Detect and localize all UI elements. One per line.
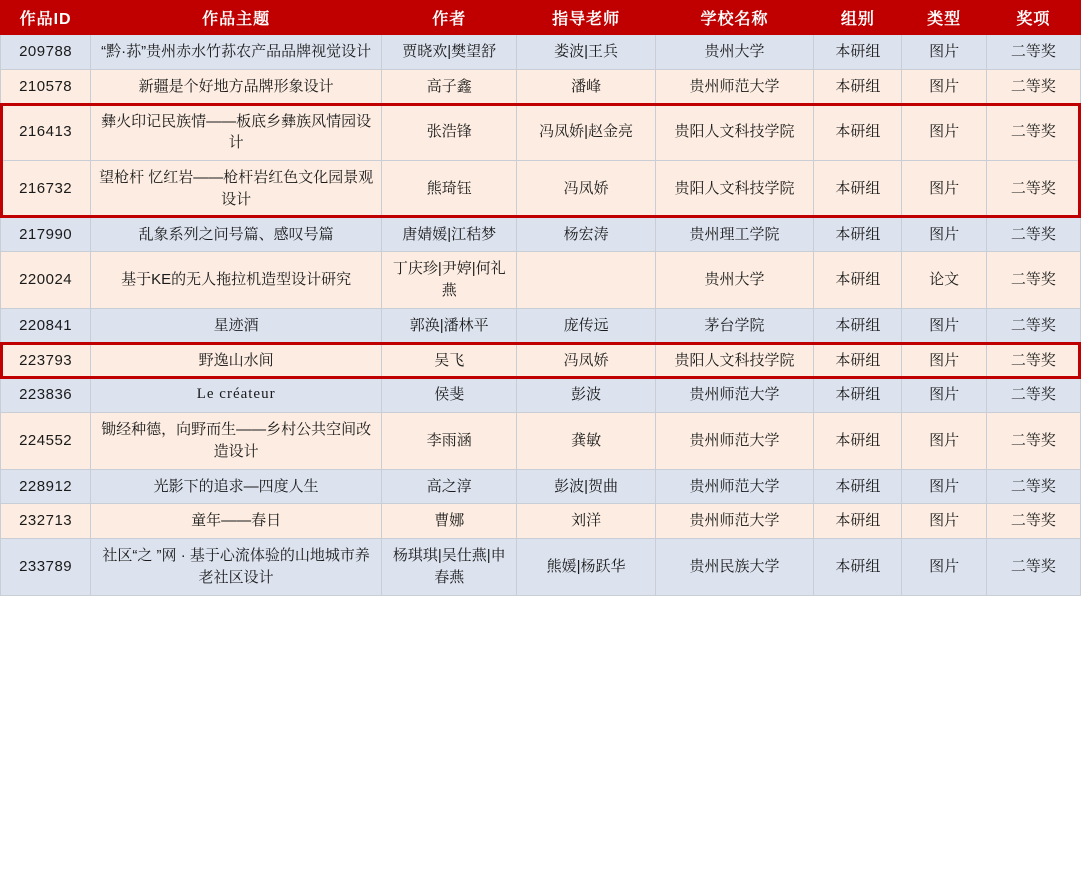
cell-school: 贵州师范大学 <box>655 378 813 413</box>
cell-title: 新疆是个好地方品牌形象设计 <box>91 69 382 104</box>
cell-school: 贵州大学 <box>655 252 813 309</box>
column-header-type: 类型 <box>902 1 986 35</box>
cell-id: 220841 <box>1 308 91 343</box>
cell-award: 二等奖 <box>986 343 1080 378</box>
cell-teacher: 庞传远 <box>517 308 655 343</box>
cell-author: 李雨涵 <box>382 413 517 470</box>
column-header-title: 作品主题 <box>91 1 382 35</box>
cell-group: 本研组 <box>814 35 902 70</box>
cell-award: 二等奖 <box>986 539 1080 596</box>
cell-type: 图片 <box>902 217 986 252</box>
cell-award: 二等奖 <box>986 252 1080 309</box>
cell-title: 锄经种德，向野而生——乡村公共空间改造设计 <box>91 413 382 470</box>
cell-teacher: 龚敏 <box>517 413 655 470</box>
cell-award: 二等奖 <box>986 469 1080 504</box>
cell-type: 论文 <box>902 252 986 309</box>
cell-title: 乱象系列之问号篇、感叹号篇 <box>91 217 382 252</box>
cell-author: 吴飞 <box>382 343 517 378</box>
cell-type: 图片 <box>902 35 986 70</box>
column-header-id: 作品ID <box>1 1 91 35</box>
cell-teacher: 潘峰 <box>517 69 655 104</box>
cell-group: 本研组 <box>814 539 902 596</box>
cell-group: 本研组 <box>814 69 902 104</box>
cell-id: 209788 <box>1 35 91 70</box>
cell-group: 本研组 <box>814 413 902 470</box>
cell-school: 贵州民族大学 <box>655 539 813 596</box>
cell-type: 图片 <box>902 343 986 378</box>
cell-group: 本研组 <box>814 161 902 218</box>
table-row <box>1 69 1081 104</box>
cell-award: 二等奖 <box>986 104 1080 161</box>
cell-id: 220024 <box>1 252 91 309</box>
cell-id: 216732 <box>1 161 91 218</box>
cell-id: 223836 <box>1 378 91 413</box>
cell-author: 曹娜 <box>382 504 517 539</box>
cell-award: 二等奖 <box>986 69 1080 104</box>
cell-type: 图片 <box>902 308 986 343</box>
cell-teacher: 冯凤娇 <box>517 161 655 218</box>
table-row <box>1 539 1081 596</box>
cell-id: 217990 <box>1 217 91 252</box>
cell-author: 侯斐 <box>382 378 517 413</box>
cell-author: 郭涣|潘林平 <box>382 308 517 343</box>
cell-title: 社区“之 ”网 · 基于心流体验的山地城市养老社区设计 <box>91 539 382 596</box>
cell-group: 本研组 <box>814 308 902 343</box>
cell-group: 本研组 <box>814 217 902 252</box>
column-header-group: 组别 <box>814 1 902 35</box>
cell-award: 二等奖 <box>986 504 1080 539</box>
cell-school: 贵阳人文科技学院 <box>655 104 813 161</box>
cell-award: 二等奖 <box>986 413 1080 470</box>
cell-title: 光影下的追求—四度人生 <box>91 469 382 504</box>
table-row <box>1 504 1081 539</box>
cell-title: 星迹酒 <box>91 308 382 343</box>
cell-group: 本研组 <box>814 504 902 539</box>
cell-school: 茅台学院 <box>655 308 813 343</box>
cell-id: 233789 <box>1 539 91 596</box>
cell-teacher <box>517 252 655 309</box>
cell-type: 图片 <box>902 161 986 218</box>
cell-award: 二等奖 <box>986 35 1080 70</box>
cell-type: 图片 <box>902 104 986 161</box>
cell-teacher: 冯凤娇|赵金亮 <box>517 104 655 161</box>
cell-school: 贵州师范大学 <box>655 504 813 539</box>
table-row <box>1 413 1081 470</box>
cell-group: 本研组 <box>814 104 902 161</box>
table-row <box>1 469 1081 504</box>
table-row <box>1 161 1081 218</box>
cell-type: 图片 <box>902 413 986 470</box>
cell-group: 本研组 <box>814 378 902 413</box>
cell-group: 本研组 <box>814 252 902 309</box>
cell-award: 二等奖 <box>986 308 1080 343</box>
column-header-teacher: 指导老师 <box>517 1 655 35</box>
cell-title: “黔·荪”贵州赤水竹荪农产品品牌视觉设计 <box>91 35 382 70</box>
column-header-school: 学校名称 <box>655 1 813 35</box>
cell-author: 唐婧媛|江秸梦 <box>382 217 517 252</box>
table-row <box>1 378 1081 413</box>
table-row <box>1 217 1081 252</box>
table-row <box>1 308 1081 343</box>
cell-title: 童年——春日 <box>91 504 382 539</box>
cell-title: 野逸山水间 <box>91 343 382 378</box>
table-body <box>1 35 1081 596</box>
cell-school: 贵阳人文科技学院 <box>655 161 813 218</box>
cell-teacher: 娄波|王兵 <box>517 35 655 70</box>
cell-school: 贵州师范大学 <box>655 469 813 504</box>
cell-type: 图片 <box>902 504 986 539</box>
cell-author: 高子鑫 <box>382 69 517 104</box>
table-row <box>1 343 1081 378</box>
cell-teacher: 冯凤娇 <box>517 343 655 378</box>
cell-school: 贵州师范大学 <box>655 69 813 104</box>
cell-type: 图片 <box>902 469 986 504</box>
cell-award: 二等奖 <box>986 378 1080 413</box>
column-header-award: 奖项 <box>986 1 1080 35</box>
cell-type: 图片 <box>902 69 986 104</box>
table-row <box>1 35 1081 70</box>
cell-author: 张浩锋 <box>382 104 517 161</box>
table-row <box>1 252 1081 309</box>
cell-award: 二等奖 <box>986 217 1080 252</box>
cell-teacher: 彭波|贺曲 <box>517 469 655 504</box>
cell-award: 二等奖 <box>986 161 1080 218</box>
cell-id: 223793 <box>1 343 91 378</box>
cell-title: 基于KE的无人拖拉机造型设计研究 <box>91 252 382 309</box>
cell-school: 贵阳人文科技学院 <box>655 343 813 378</box>
cell-author: 杨琪琪|吴仕燕|申春燕 <box>382 539 517 596</box>
cell-group: 本研组 <box>814 343 902 378</box>
cell-title: Le créateur <box>91 378 382 413</box>
cell-type: 图片 <box>902 378 986 413</box>
cell-teacher: 刘洋 <box>517 504 655 539</box>
cell-school: 贵州师范大学 <box>655 413 813 470</box>
cell-type: 图片 <box>902 539 986 596</box>
cell-id: 216413 <box>1 104 91 161</box>
cell-author: 高之淳 <box>382 469 517 504</box>
cell-id: 224552 <box>1 413 91 470</box>
cell-school: 贵州理工学院 <box>655 217 813 252</box>
cell-teacher: 杨宏涛 <box>517 217 655 252</box>
cell-teacher: 彭波 <box>517 378 655 413</box>
cell-teacher: 熊媛|杨跃华 <box>517 539 655 596</box>
cell-school: 贵州大学 <box>655 35 813 70</box>
table-header-row <box>1 1 1081 35</box>
cell-title: 望枪杆 忆红岩——枪杆岩红色文化园景观设计 <box>91 161 382 218</box>
cell-author: 丁庆珍|尹婷|何礼燕 <box>382 252 517 309</box>
column-header-author: 作者 <box>382 1 517 35</box>
cell-author: 熊琦钰 <box>382 161 517 218</box>
cell-id: 232713 <box>1 504 91 539</box>
cell-title: 彝火印记民族情——板底乡彝族风情园设计 <box>91 104 382 161</box>
cell-author: 贾晓欢|樊望舒 <box>382 35 517 70</box>
table-row <box>1 104 1081 161</box>
cell-id: 228912 <box>1 469 91 504</box>
cell-group: 本研组 <box>814 469 902 504</box>
cell-id: 210578 <box>1 69 91 104</box>
